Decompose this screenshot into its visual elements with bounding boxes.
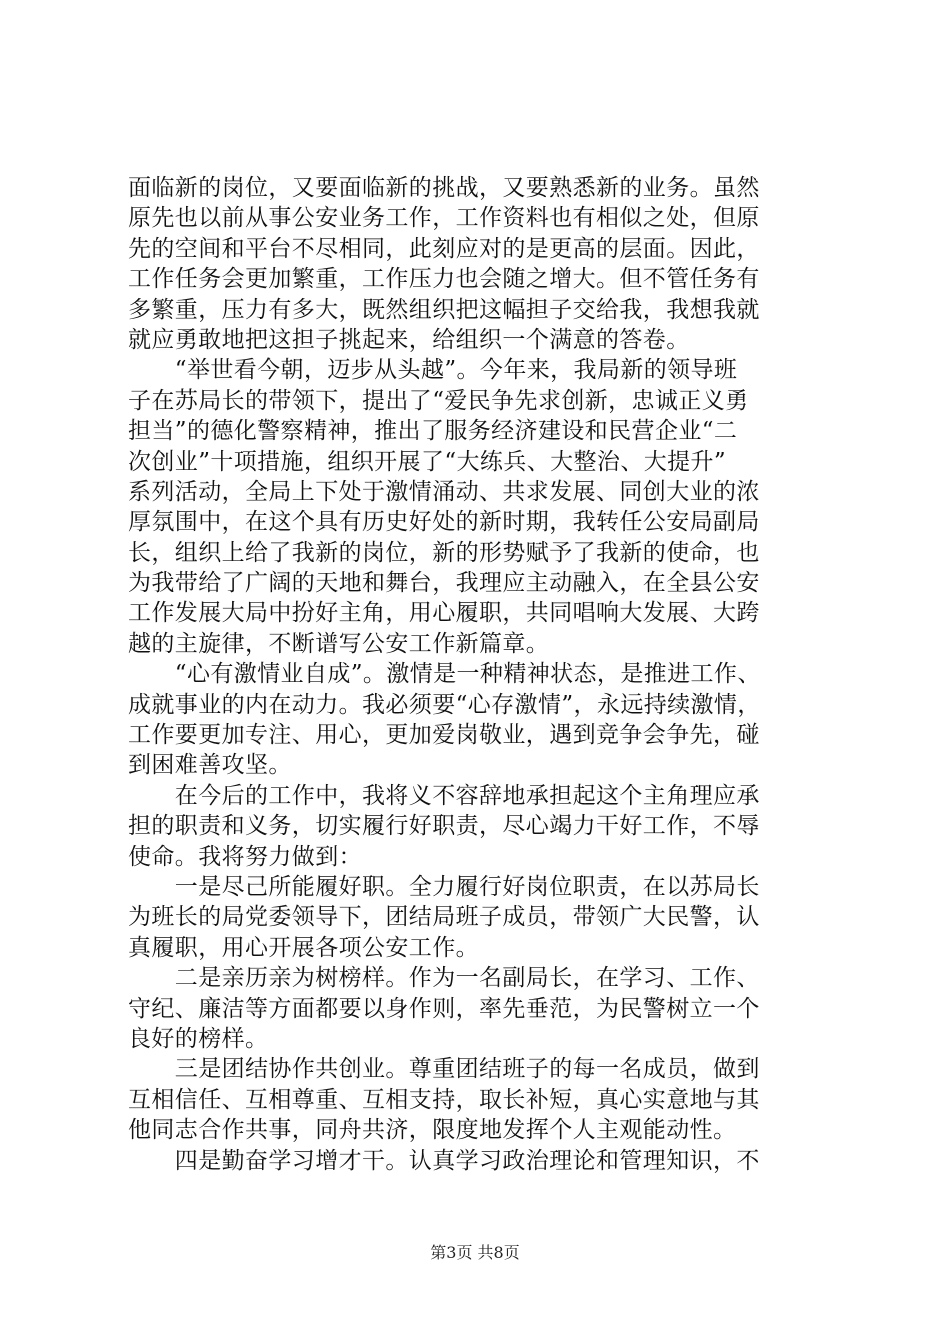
page-footer: 第3页 共8页 xyxy=(430,1243,520,1262)
text-line: 为我带给了广阔的天地和舞台，我理应主动融入，在全县公安 xyxy=(128,570,760,597)
text-line: 为班长的局党委领导下，团结局班子成员，带领广大民警，认 xyxy=(128,904,760,931)
text-line: 长，组织上给了我新的岗位，新的形势赋予了我新的使命，也 xyxy=(128,539,760,566)
text-line: 系列活动，全局上下处于激情涌动、共求发展、同创大业的浓 xyxy=(128,478,760,505)
text-line: 在今后的工作中，我将义不容辞地承担起这个主角理应承 xyxy=(128,782,760,809)
text-line: 多繁重，压力有多大，既然组织把这幅担子交给我，我想我就 xyxy=(128,296,760,323)
text-line: 他同志合作共事，同舟共济，限度地发挥个人主观能动性。 xyxy=(128,1117,737,1144)
text-line: “心有激情业自成”。激情是一种精神状态，是推进工作、 xyxy=(128,661,761,688)
text-line: 工作任务会更加繁重，工作压力也会随之增大。但不管任务有 xyxy=(128,266,760,293)
text-line: 厚氛围中，在这个具有历史好处的新时期，我转任公安局副局 xyxy=(128,509,760,536)
text-line: 一是尽己所能履好职。全力履行好岗位职责，在以苏局长 xyxy=(128,873,760,900)
text-line: 二是亲历亲为树榜样。作为一名副局长，在学习、工作、 xyxy=(128,965,760,992)
body-text xyxy=(128,173,828,1176)
text-line: “举世看今朝，迈步从头越”。今年来，我局新的领导班 xyxy=(128,357,738,384)
text-line: 守纪、廉洁等方面都要以身作则，率先垂范，为民警树立一个 xyxy=(128,995,760,1022)
text-line: 就应勇敢地把这担子挑起来，给组织一个满意的答卷。 xyxy=(128,326,690,353)
text-line: 到困难善攻坚。 xyxy=(128,752,292,779)
text-line: 工作发展大局中扮好主角，用心履职，共同唱响大发展、大跨 xyxy=(128,600,760,627)
text-line: 良好的榜样。 xyxy=(128,1025,269,1052)
text-line: 工作要更加专注、用心，更加爱岗敬业，遇到竞争会争先，碰 xyxy=(128,722,760,749)
text-line: 次创业”十项措施，组织开展了“大练兵、大整治、大提升” xyxy=(128,448,727,475)
text-line: 四是勤奋学习增才干。认真学习政治理论和管理知识，不 xyxy=(128,1147,760,1174)
text-line: 互相信任、互相尊重、互相支持，取长补短，真心实意地与其 xyxy=(128,1086,760,1113)
text-line: 先的空间和平台不尽相同，此刻应对的是更高的层面。因此， xyxy=(128,235,760,262)
text-line: 真履职，用心开展各项公安工作。 xyxy=(128,934,479,961)
text-line: 原先也以前从事公安业务工作，工作资料也有相似之处，但原 xyxy=(128,205,760,232)
text-line: 成就事业的内在动力。我必须要“心存激情”，永远持续激情， xyxy=(128,691,761,718)
text-line: 越的主旋律，不断谱写公安工作新篇章。 xyxy=(128,630,550,657)
text-line: 担当”的德化警察精神，推出了服务经济建设和民营企业“二 xyxy=(128,418,738,445)
text-line: 担的职责和义务，切实履行好职责，尽心竭力干好工作，不辱 xyxy=(128,813,760,840)
text-line: 面临新的岗位，又要面临新的挑战，又要熟悉新的业务。虽然 xyxy=(128,175,760,201)
text-line: 子在苏局长的带领下，提出了“爱民争先求创新，忠诚正义勇 xyxy=(128,387,749,414)
text-line: 使命。我将努力做到： xyxy=(128,843,362,870)
text-line: 三是团结协作共创业。尊重团结班子的每一名成员，做到 xyxy=(128,1056,760,1083)
